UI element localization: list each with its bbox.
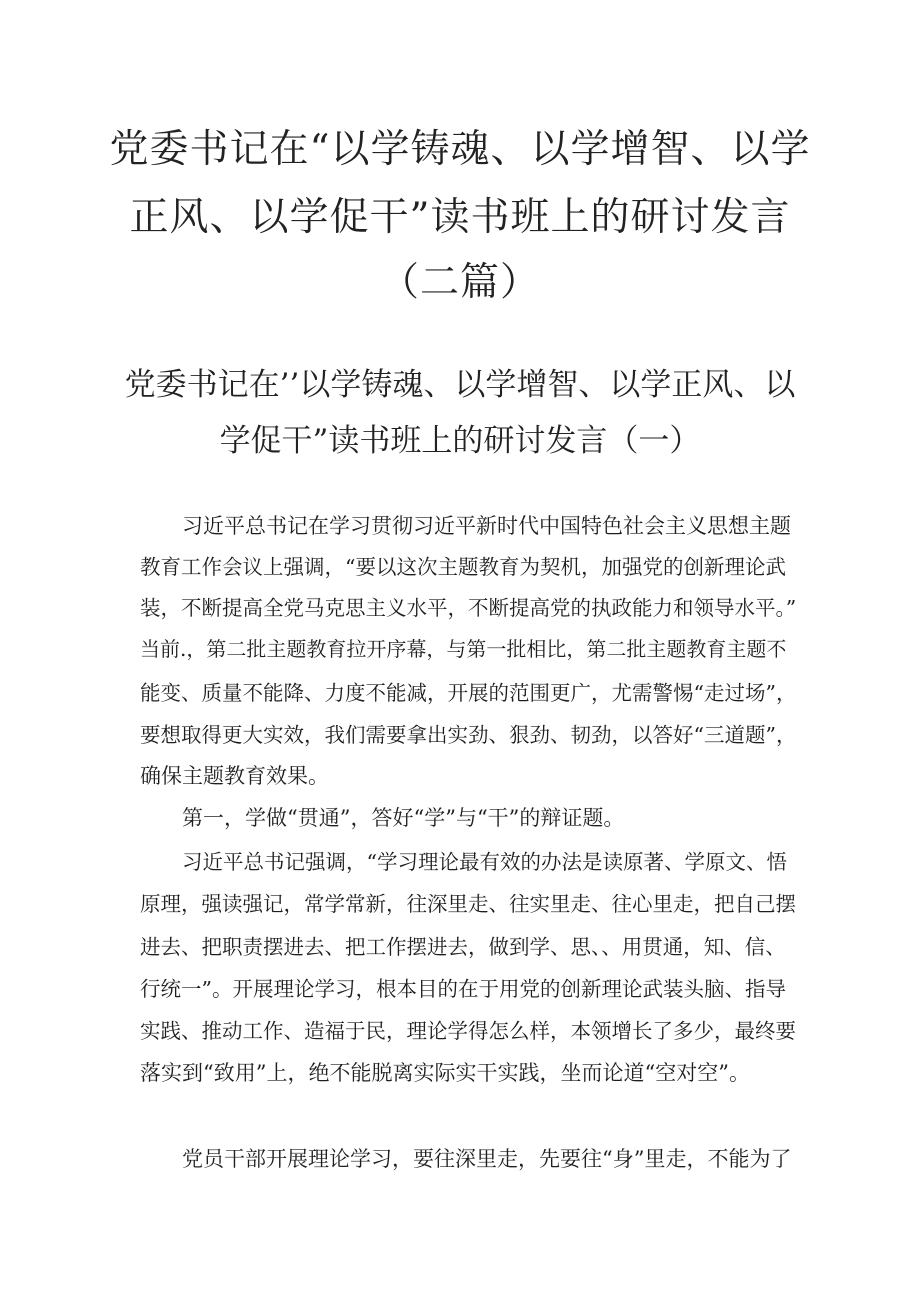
- main-title-line-1: 党委书记在“以学铸魂、以学增智、以学: [109, 127, 811, 172]
- body-line: 装，不断提高全党马克思主义水平，不断提高党的执政能力和领导水平。”: [140, 596, 797, 620]
- body-line: 原理，强读强记，常学常新，往深里走、往实里走、往心里走，把自己摆: [140, 892, 796, 916]
- main-title-line-2: 正风、以学促干”读书班上的研讨发言: [129, 195, 791, 240]
- body-line: 能变、质量不能降、力度不能减，开展的范围更广，尤需警惕“走过场”，: [140, 681, 797, 705]
- body-line: 进去、把职责摆进去、把工作摆进去，做到学、思、、用贯通，知、信、: [140, 935, 786, 959]
- body-line: 第一，学做“贯通”，答好“学”与“干”的辩证题。: [182, 806, 625, 830]
- body-line: 落实到“致用”上，绝不能脱离实际实干实践，坐而论道“空对空”。: [140, 1061, 750, 1085]
- body-line: 习近平总书记强调，“学习理论最有效的办法是读原著、学原文、悟: [182, 850, 787, 874]
- main-title-line-3: （二篇）: [379, 260, 540, 305]
- body-line: 教育工作会议上强调，“要以这次主题教育为契机，加强党的创新理论武: [140, 555, 786, 579]
- body-line: 要想取得更大实效，我们需要拿出实劲、狠劲、韧劲，以答好“三道题”，: [140, 723, 797, 747]
- body-line: 行统一”。开展理论学习，根本目的在于用党的创新理论武装头脑、指导: [140, 977, 786, 1001]
- section-title-line-1: 党委书记在’’以学铸魂、以学增智、以学正风、以: [124, 367, 796, 403]
- body-line: 实践、推动工作、造福于民，理论学得怎么样，本领增长了多少，最终要: [140, 1019, 796, 1043]
- body-line: 当前.，第二批主题教育拉开序幕，与第一批相比，第二批主题教育主题不: [140, 637, 787, 661]
- body-line: 确保主题教育效果。: [140, 764, 329, 788]
- section-title-line-2: 学促干”读书班上的研讨发言（一）: [219, 423, 701, 459]
- body-line: 党员干部开展理论学习，要往深里走，先要往“身”里走，不能为了: [182, 1147, 792, 1171]
- body-line: 习近平总书记在学习贯彻习近平新时代中国特色社会主义思想主题: [182, 514, 791, 538]
